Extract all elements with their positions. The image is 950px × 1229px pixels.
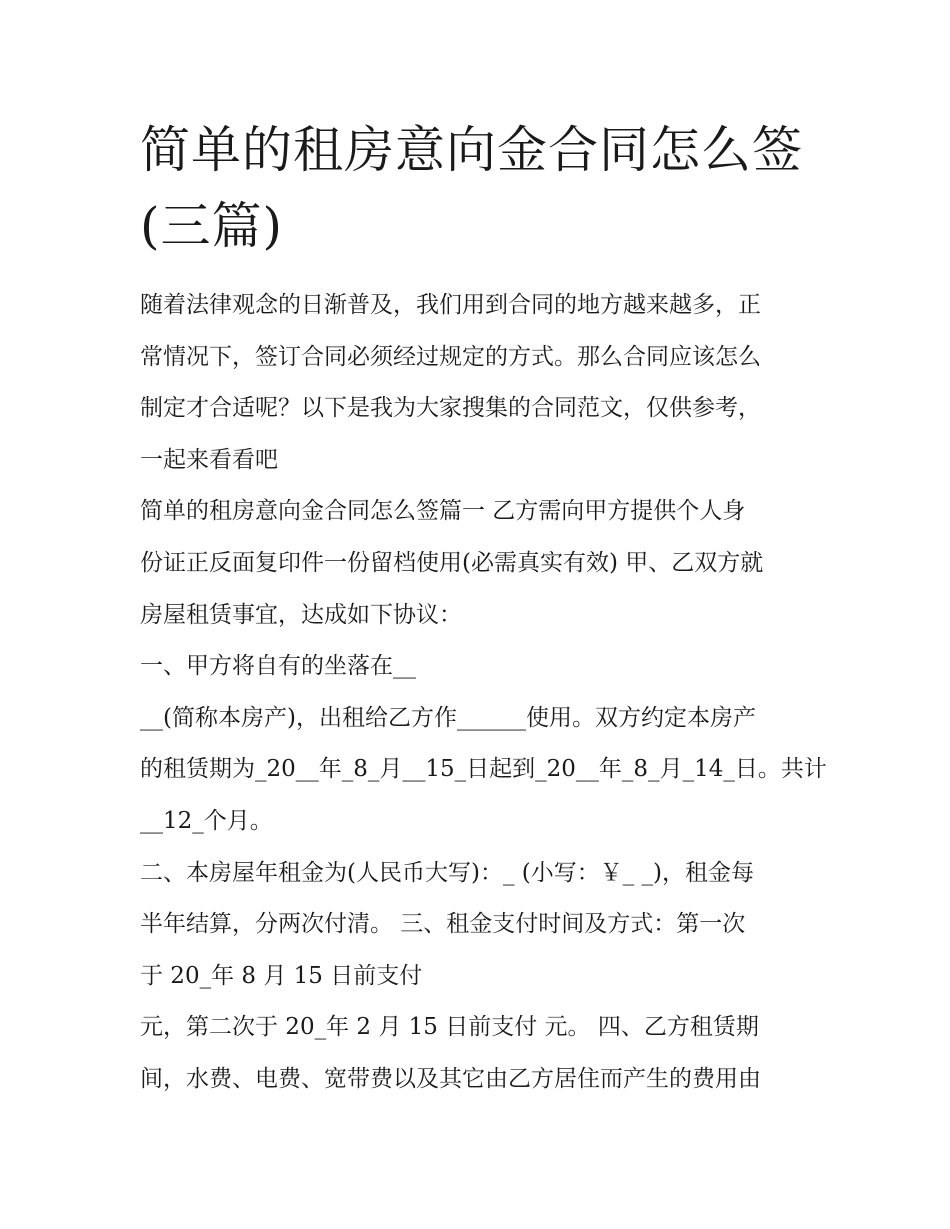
body-line-6: 份证正反面复印件一份留档使用(必需真实有效) 甲、乙双方就	[140, 549, 764, 576]
body-line-14: 于 20_年 8 月 15 日前支付	[140, 962, 423, 989]
body-line-8: 一、甲方将自有的坐落在__	[140, 653, 416, 680]
body-line-13: 半年结算，分两次付清。 三、租金支付时间及方式：第一次	[140, 911, 746, 938]
body-line-7: 房屋租赁事宜，达成如下协议：	[140, 601, 462, 628]
body-line-3: 制定才合适呢？以下是我为大家搜集的合同范文，仅供参考，	[140, 395, 761, 422]
body-line-5: 简单的租房意向金合同怎么签篇一 乙方需向甲方提供个人身	[140, 498, 746, 525]
body-line-12: 二、本房屋年租金为(人民币大写)：_ (小写：￥_ _)，租金每	[140, 859, 755, 886]
body-line-11: __12_个月。	[140, 807, 273, 834]
body-line-16: 间，水费、电费、宽带费以及其它由乙方居住而产生的费用由	[140, 1065, 761, 1092]
body-line-15: 元，第二次于 20_年 2 月 15 日前支付 元。 四、乙方租赁期	[140, 1014, 759, 1041]
document-title-line-2: (三篇)	[140, 197, 284, 255]
body-line-10: 的租赁期为_20__年_8_月__15_日起到_20__年_8_月_14_日。共计	[140, 756, 827, 783]
body-line-2: 常情况下，签订合同必须经过规定的方式。那么合同应该怎么	[140, 343, 761, 370]
body-line-9: __(简称本房产)，出租给乙方作______使用。双方约定本房产	[140, 704, 756, 731]
body-line-4: 一起来看看吧	[140, 446, 278, 473]
body-line-1: 随着法律观念的日渐普及，我们用到合同的地方越来越多，正	[140, 292, 761, 318]
document-body	[140, 280, 827, 1106]
document-title-line-1: 简单的租房意向金合同怎么签	[140, 121, 803, 179]
document-title	[140, 112, 820, 264]
